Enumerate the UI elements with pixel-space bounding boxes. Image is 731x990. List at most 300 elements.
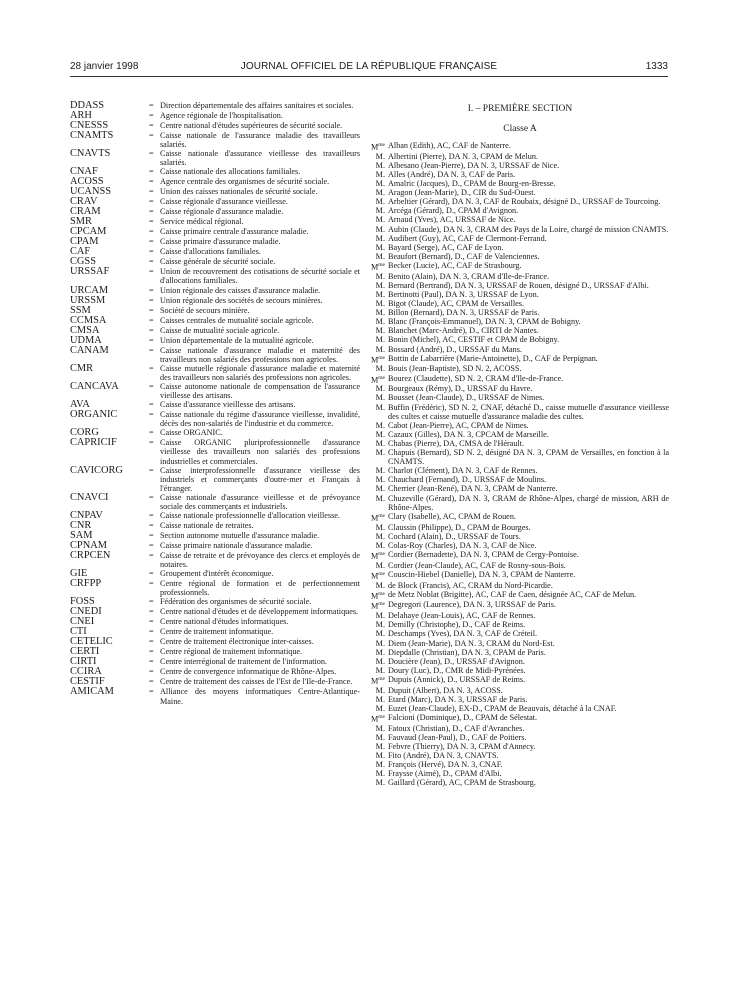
member-civility-base: M. <box>375 384 385 394</box>
member-text: Arbeltier (Gérard), DA N. 3, CAF de Roubaix, désigné D., URSSAF de Tourcoing. <box>388 197 661 207</box>
member-entry <box>371 581 669 590</box>
abbreviation-row <box>70 364 360 382</box>
member-entry <box>371 532 669 541</box>
abbreviation-code: CNPAV <box>70 510 103 522</box>
member-entry <box>371 760 669 769</box>
abbreviation-row <box>70 647 360 657</box>
member-entry <box>371 206 669 215</box>
member-civility-base: M. <box>375 429 385 439</box>
member-civility-suffix: me <box>378 550 386 557</box>
member-entry <box>371 374 669 385</box>
abbreviation-row <box>70 217 360 227</box>
abbreviation-row <box>70 257 360 267</box>
member-civility-base: M. <box>375 160 385 170</box>
member-civility <box>371 695 388 704</box>
member-text: Amalric (Jacques), D., CPAM de Bourg-en-Bresse. <box>388 179 556 189</box>
member-civility <box>371 666 388 675</box>
member-entry <box>371 704 669 713</box>
abbreviation-code: CPNAM <box>70 540 107 552</box>
member-civility-base: M. <box>375 703 385 713</box>
abbreviation-code: CRFPP <box>70 578 102 590</box>
abbreviation-code: CCMSA <box>70 314 107 326</box>
abbreviation-row <box>70 336 360 346</box>
equals-sign: = <box>149 647 154 657</box>
abbreviation-row <box>70 627 360 637</box>
member-civility-base: M. <box>375 647 385 657</box>
member-civility-base: M. <box>375 778 385 788</box>
member-civility <box>371 570 388 581</box>
member-entry <box>371 484 669 493</box>
abbreviation-code: CNAVTS <box>70 148 111 160</box>
abbreviation-definition: Caisse interprofessionnelle d'assurance vieillesse des industriels et commerçants d'outre-mer et Français à l'étranger. <box>160 465 360 493</box>
abbreviation-definition: Caisse régionale d'assurance vieillesse. <box>160 197 288 207</box>
member-text: Bonin (Michel), AC, CESTIF et CPAM de Bobigny. <box>388 335 560 345</box>
member-civility <box>371 308 388 317</box>
member-text: Billon (Bernard), DA N. 3, URSSAF de Paris. <box>388 308 540 318</box>
member-civility-base: M. <box>375 242 385 252</box>
equals-sign: = <box>149 101 154 110</box>
member-civility-base: M. <box>375 751 385 761</box>
abbreviation-code: CIRTI <box>70 656 97 668</box>
member-civility <box>371 686 388 695</box>
abbreviation-list <box>70 101 360 706</box>
member-entry <box>371 657 669 666</box>
member-civility-base: M. <box>375 179 385 189</box>
abbreviation-definition: Union de recouvrement des cotisations de sécurité sociale et d'allocations familiales. <box>160 267 360 286</box>
member-entry <box>371 769 669 778</box>
member-text: Cazaux (Gilles), DA N. 3, CPCAM de Marseille. <box>388 429 549 439</box>
equals-sign: = <box>149 345 154 355</box>
member-text: Demilly (Christophe), D., CAF de Reims. <box>388 620 526 630</box>
member-entry <box>371 393 669 402</box>
abbreviation-definition: Union régionale des sociétés de secours minières. <box>160 295 323 305</box>
member-entry <box>371 225 669 234</box>
abbreviation-row <box>70 438 360 465</box>
member-civility-base: M. <box>375 326 385 336</box>
member-civility <box>371 639 388 648</box>
member-civility <box>371 393 388 402</box>
member-civility-base: M. <box>375 393 385 403</box>
member-civility-base: M. <box>375 251 385 261</box>
member-entry <box>371 550 669 561</box>
member-civility <box>371 523 388 532</box>
equals-sign: = <box>149 131 154 140</box>
member-entry <box>371 354 669 365</box>
member-civility-suffix: me <box>378 374 386 381</box>
member-civility <box>371 751 388 760</box>
member-civility <box>371 161 388 170</box>
equals-sign: = <box>149 187 154 197</box>
member-civility-base: M. <box>375 611 385 621</box>
abbreviation-definition: Section autonome mutuelle d'assurance maladie. <box>160 531 320 541</box>
abbreviation-definition: Caisse mutuelle régionale d'assurance maladie et maternité des travailleurs non salariés des professions non agricoles. <box>160 363 360 382</box>
member-civility <box>371 364 388 373</box>
member-civility-base: M. <box>375 280 385 290</box>
equals-sign: = <box>149 400 154 410</box>
member-text: Diepdalle (Christian), DA N. 3, CPAM de Paris. <box>388 647 546 657</box>
member-civility <box>371 335 388 344</box>
member-civility-base: M. <box>375 420 385 430</box>
abbreviation-code: GIE <box>70 568 88 580</box>
member-civility <box>371 600 388 611</box>
abbreviation-row <box>70 326 360 336</box>
member-text: Bayard (Serge), AC, CAF de Lyon. <box>388 242 504 252</box>
abbreviation-row <box>70 197 360 207</box>
abbreviation-code: CERTI <box>70 646 100 658</box>
member-civility-base: M. <box>375 448 385 458</box>
abbreviation-row <box>70 382 360 400</box>
abbreviation-row <box>70 521 360 531</box>
member-civility <box>371 769 388 778</box>
member-entry <box>371 695 669 704</box>
member-entry <box>371 299 669 308</box>
equals-sign: = <box>149 305 154 315</box>
member-civility-suffix: me <box>378 601 386 608</box>
member-civility <box>371 281 388 290</box>
member-entry <box>371 384 669 393</box>
member-entry <box>371 317 669 326</box>
abbreviation-row <box>70 541 360 551</box>
member-civility <box>371 206 388 215</box>
abbreviation-code: DDASS <box>70 100 105 111</box>
member-civility <box>371 188 388 197</box>
member-entry <box>371 430 669 439</box>
abbreviation-row <box>70 296 360 306</box>
member-civility <box>371 541 388 550</box>
member-civility <box>371 448 388 466</box>
abbreviation-definition: Caisse d'assurance vieillesse des artisans. <box>160 400 296 410</box>
abbreviation-code: SMR <box>70 216 92 228</box>
abbreviation-definition: Union des caisses nationales de sécurité sociale. <box>160 187 318 197</box>
member-text: Bigot (Claude), AC, CPAM de Versailles. <box>388 299 525 309</box>
equals-sign: = <box>149 541 154 551</box>
member-entry <box>371 335 669 344</box>
abbreviation-definition: Caisse nationale d'assurance vieillesse des travailleurs salariés. <box>160 149 360 168</box>
abbreviation-code: CMR <box>70 362 94 374</box>
member-civility-suffix: me <box>378 714 386 721</box>
member-list <box>371 141 669 788</box>
member-civility <box>371 629 388 638</box>
abbreviation-code: CANCAVA <box>70 380 119 392</box>
abbreviation-definition: Caisse nationale d'assurance maladie et maternité des travailleurs non salariés des professions non agricoles. <box>160 345 360 364</box>
member-text: Fatoux (Christian), D., CAF d'Avranches. <box>388 723 525 733</box>
abbreviation-code: CAPRICIF <box>70 437 117 449</box>
member-text: Bourgeaux (Rémy), D., URSSAF du Havre. <box>388 384 533 394</box>
member-text: Cherrier (Jean-René), DA N. 3, CPAM de Nanterre. <box>388 484 558 494</box>
abbreviation-definition: Union régionale des caisses d'assurance maladie. <box>160 285 321 295</box>
member-civility <box>371 261 388 272</box>
abbreviation-row <box>70 207 360 217</box>
member-civility-base: M. <box>375 665 385 675</box>
member-entry <box>371 629 669 638</box>
member-text: Gaillard (Gérard), AC, CPAM de Strasbourg. <box>388 778 536 788</box>
member-civility <box>371 550 388 561</box>
member-civility <box>371 561 388 570</box>
member-entry <box>371 364 669 373</box>
member-civility <box>371 179 388 188</box>
equals-sign: = <box>149 637 154 647</box>
member-text: Bousset (Jean-Claude), D., URSSAF de Nimes. <box>388 393 545 403</box>
member-entry <box>371 152 669 161</box>
member-text: Doury (Luc), D., CMR de Midi-Pyrénées. <box>388 665 526 675</box>
equals-sign: = <box>149 597 154 607</box>
member-entry <box>371 448 669 466</box>
equals-sign: = <box>149 363 154 373</box>
member-entry <box>371 600 669 611</box>
header-date: 28 janvier 1998 <box>70 61 139 72</box>
member-civility-base: M. <box>375 289 385 299</box>
abbreviation-row <box>70 247 360 257</box>
member-text: Colas-Roy (Charles), DA N. 3, CAF de Nice. <box>388 540 537 550</box>
member-civility-base: M <box>371 591 379 601</box>
member-text: Aubin (Claude), DA N. 3, CRAM des Pays de la Loire, chargé de mission CNAMTS. <box>388 224 669 234</box>
abbreviation-definition: Caisses centrales de mutualité sociale agricole. <box>160 315 314 325</box>
abbreviation-definition: Direction départementale des affaires sanitaires et sociales. <box>160 101 354 110</box>
abbreviation-definition: Centre de traitement des caisses de l'Est de l'Ile-de-France. <box>160 677 353 687</box>
member-civility-base: M. <box>375 723 385 733</box>
equals-sign: = <box>149 325 154 335</box>
member-civility-base: M. <box>375 694 385 704</box>
abbreviation-row <box>70 657 360 667</box>
abbreviation-row <box>70 187 360 197</box>
member-text: Delahaye (Jean-Louis), AC, CAF de Rennes. <box>388 611 536 621</box>
member-text: Albesano (Jean-Pierre), DA N. 3, URSSAF de Nice. <box>388 160 560 170</box>
equals-sign: = <box>149 410 154 420</box>
member-text: Aragon (Jean-Marie), D., CIR du Sud-Ouest. <box>388 188 536 198</box>
member-text: Bossard (André), D., URSSAF du Mans. <box>388 344 522 354</box>
equals-sign: = <box>149 295 154 305</box>
member-text: Dupuis (Annick), D., URSSAF de Reims. <box>388 674 526 684</box>
abbreviation-row <box>70 237 360 247</box>
abbreviation-definition: Caisse d'allocations familiales. <box>160 247 261 257</box>
abbreviation-code: CAVICORG <box>70 464 123 476</box>
member-civility <box>371 733 388 742</box>
member-entry <box>371 724 669 733</box>
member-entry <box>371 290 669 299</box>
equals-sign: = <box>149 227 154 237</box>
abbreviation-row <box>70 667 360 677</box>
member-entry <box>371 188 669 197</box>
member-text: François (Hervé), DA N. 3, CNAF. <box>388 760 503 770</box>
member-civility <box>371 374 388 385</box>
equals-sign: = <box>149 285 154 295</box>
equals-sign: = <box>149 207 154 217</box>
abbreviation-row <box>70 579 360 597</box>
abbreviation-row <box>70 617 360 627</box>
abbreviation-definition: Caisse nationale de l'assurance maladie des travailleurs salariés. <box>160 131 360 150</box>
equals-sign: = <box>149 177 154 187</box>
header-journal-title: JOURNAL OFFICIEL DE LA RÉPUBLIQUE FRANÇAISE <box>240 61 498 72</box>
member-text: Alban (Edith), AC, CAF de Nanterre. <box>388 141 511 150</box>
member-entry <box>371 179 669 188</box>
abbreviation-code: CRPCEN <box>70 550 111 562</box>
member-text: Cabot (Jean-Pierre), AC, CPAM de Nimes. <box>388 420 529 430</box>
abbreviation-row <box>70 111 360 121</box>
abbreviation-definition: Caisse nationale du régime d'assurance vieillesse, invalidité, décès des non-salariés de l'industrie et du commerce. <box>160 410 360 429</box>
member-civility-base: M. <box>375 493 385 503</box>
equals-sign: = <box>149 237 154 247</box>
member-text: Alles (André), DA N. 3, CAF de Paris. <box>388 170 516 180</box>
abbreviation-code: CANAM <box>70 344 109 356</box>
member-entry <box>371 561 669 570</box>
member-civility-base: M. <box>375 531 385 541</box>
member-text: Dupuit (Albert), DA N. 3, ACOSS. <box>388 685 503 695</box>
member-entry <box>371 215 669 224</box>
member-civility-base: M <box>371 676 379 686</box>
member-civility-base: M. <box>375 188 385 198</box>
member-civility <box>371 430 388 439</box>
member-civility <box>371 384 388 393</box>
member-text: Bottin de Labarrière (Marie-Antoinette), D., CAF de Perpignan. <box>388 353 598 363</box>
member-text: de Block (Francis), AC, CRAM du Nord-Picardie. <box>388 580 553 590</box>
equals-sign: = <box>149 149 154 159</box>
member-entry <box>371 778 669 787</box>
abbreviation-code: SSM <box>70 304 91 316</box>
member-text: Fraysse (Aimé), D., CPAM d'Albi. <box>388 769 502 779</box>
member-text: Deschamps (Yves), DA N. 3, CAF de Créteil. <box>388 629 538 639</box>
member-text: Blanc (François-Emmanuel), DA N. 3, CPAM de Bobigny. <box>388 317 581 327</box>
member-text: Arnaud (Yves), AC, URSSAF de Nice. <box>388 215 516 225</box>
abbreviation-code: CGSS <box>70 256 96 268</box>
page-header <box>70 61 668 75</box>
abbreviation-code: SAM <box>70 530 93 542</box>
member-entry <box>371 751 669 760</box>
member-entry <box>371 620 669 629</box>
member-entry <box>371 439 669 448</box>
equals-sign: = <box>149 257 154 267</box>
abbreviation-row <box>70 466 360 493</box>
member-text: Clary (Isabelle), AC, CPAM de Rouen. <box>388 511 516 521</box>
member-text: Doucière (Jean), D., URSSAF d'Avignon. <box>388 656 525 666</box>
member-entry <box>371 308 669 317</box>
abbreviation-row <box>70 306 360 316</box>
member-text: Claussin (Philippe), D., CPAM de Bourges. <box>388 522 531 532</box>
class-title: Classe A <box>503 124 537 134</box>
member-civility-suffix: me <box>378 354 386 361</box>
member-civility-base: M. <box>375 685 385 695</box>
abbreviation-definition: Caisse primaire centrale d'assurance maladie. <box>160 227 309 237</box>
equals-sign: = <box>149 617 154 627</box>
member-civility <box>371 290 388 299</box>
equals-sign: = <box>149 607 154 617</box>
member-entry <box>371 272 669 281</box>
abbreviation-code: CESTIF <box>70 676 105 688</box>
member-civility <box>371 620 388 629</box>
equals-sign: = <box>149 267 154 277</box>
member-entry <box>371 403 669 421</box>
abbreviation-code: CNESSS <box>70 120 109 131</box>
abbreviation-definition: Fédération des organismes de sécurité sociale. <box>160 597 312 607</box>
member-civility-base: M. <box>375 335 385 345</box>
abbreviation-definition: Centre national d'études supérieures de sécurité sociale. <box>160 121 343 130</box>
abbreviation-row <box>70 569 360 579</box>
abbreviation-definition: Caisse primaire nationale d'assurance maladie. <box>160 541 313 551</box>
abbreviation-definition: Caisse ORGANIC. <box>160 428 223 438</box>
member-civility-base: M. <box>375 271 385 281</box>
member-entry <box>371 639 669 648</box>
abbreviation-row <box>70 687 360 705</box>
member-text: Degregori (Laurence), DA N. 3, URSSAF de Paris. <box>388 600 557 610</box>
abbreviation-definition: Centre régional de traitement informatique. <box>160 647 303 657</box>
abbreviation-definition: Caisse nationale d'assurance vieillesse et de prévoyance sociale des commerçants et industriels. <box>160 492 360 511</box>
equals-sign: = <box>149 531 154 541</box>
member-civility-suffix: me <box>378 261 386 268</box>
abbreviation-code: FOSS <box>70 596 95 608</box>
member-civility <box>371 778 388 787</box>
member-text: de Metz Noblat (Brigitte), AC, CAF de Caen, désignée AC, CAF de Melun. <box>388 589 637 599</box>
member-entry <box>371 475 669 484</box>
member-text: Bertinotti (Paul), DA N. 3, URSSAF de Lyon. <box>388 289 539 299</box>
abbreviation-code: UDMA <box>70 334 102 346</box>
abbreviation-code: URSSM <box>70 294 106 306</box>
member-civility-base: M. <box>375 170 385 180</box>
abbreviation-code: CRAV <box>70 196 98 208</box>
member-civility <box>371 272 388 281</box>
member-text: Febvre (Thierry), DA N. 3, CPAM d'Annecy. <box>388 742 536 752</box>
member-text: Benito (Alain), DA N. 3, CRAM d'Ile-de-France. <box>388 271 550 281</box>
abbreviation-row <box>70 597 360 607</box>
member-text: Etard (Marc), DA N. 3, URSSAF de Paris. <box>388 694 528 704</box>
member-text: Cordier (Jean-Claude), AC, CAF de Rosny-sous-Bois. <box>388 560 566 570</box>
abbreviation-definition: Union départementale de la mutualité agricole. <box>160 335 314 345</box>
member-civility-suffix: me <box>378 590 386 597</box>
member-civility-base: M. <box>375 317 385 327</box>
member-entry <box>371 197 669 206</box>
abbreviation-code: CORG <box>70 427 99 439</box>
member-text: Chabas (Pierre), DA, CMSA de l'Hérault. <box>388 438 525 448</box>
member-civility <box>371 299 388 308</box>
equals-sign: = <box>149 579 154 589</box>
member-text: Couscin-Hiebel (Danielle), DA N. 3, CPAM de Nanterre. <box>388 569 576 579</box>
member-entry <box>371 512 669 523</box>
member-civility <box>371 152 388 161</box>
member-civility <box>371 484 388 493</box>
equals-sign: = <box>149 335 154 345</box>
member-civility-base: M. <box>375 620 385 630</box>
equals-sign: = <box>149 315 154 325</box>
equals-sign: = <box>149 197 154 207</box>
abbreviation-code: CCIRA <box>70 666 102 678</box>
abbreviation-code: ACOSS <box>70 176 104 188</box>
member-civility <box>371 354 388 365</box>
equals-sign: = <box>149 381 154 391</box>
member-civility <box>371 234 388 243</box>
member-entry <box>371 523 669 532</box>
abbreviation-definition: Centre de traitement informatique. <box>160 627 274 637</box>
member-civility <box>371 611 388 620</box>
abbreviation-definition: Centre national d'études et de développement informatiques. <box>160 607 359 617</box>
abbreviation-definition: Centre de traitement électronique inter-caisses. <box>160 637 314 647</box>
abbreviation-definition: Groupement d'intérêt économique. <box>160 569 274 579</box>
member-civility <box>371 581 388 590</box>
member-text: Falcioni (Dominique), D., CPAM de Sélestat. <box>388 713 538 723</box>
member-civility <box>371 590 388 601</box>
equals-sign: = <box>149 677 154 687</box>
abbreviation-definition: Centre national d'études informatiques. <box>160 617 289 627</box>
member-text: Fito (André), DA N. 3, CNAVTS. <box>388 751 499 761</box>
member-civility <box>371 197 388 206</box>
member-entry <box>371 141 669 152</box>
abbreviation-code: CAF <box>70 246 91 258</box>
abbreviation-code: CPCAM <box>70 226 107 238</box>
equals-sign: = <box>149 551 154 561</box>
member-civility-base: M <box>371 714 379 724</box>
member-entry <box>371 326 669 335</box>
abbreviation-definition: Caisse primaire d'assurance maladie. <box>160 237 281 247</box>
equals-sign: = <box>149 521 154 531</box>
member-civility <box>371 225 388 234</box>
member-entry <box>371 570 669 581</box>
